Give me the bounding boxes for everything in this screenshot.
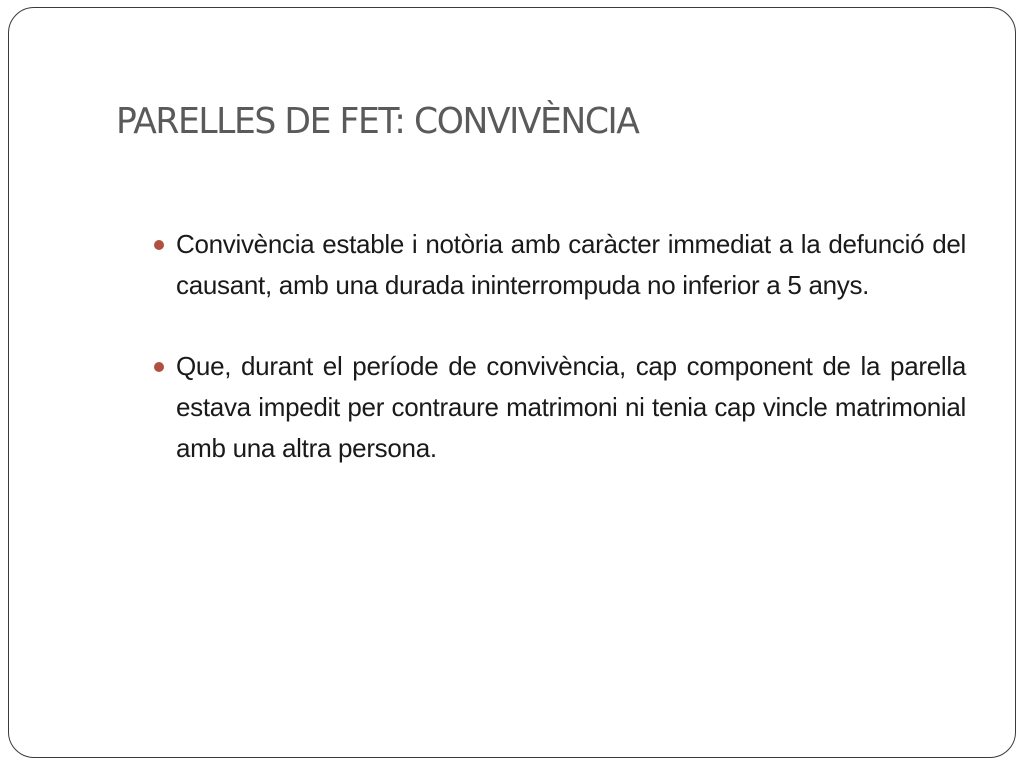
bullet-text: Convivència estable i notòria amb caràcter immediat a la defunció del causant, amb una durada ininterrompuda no inferior a 5 anys. [176,229,966,300]
bullet-text: Que, durant el període de convivència, cap component de la parella estava impedit per contraure matrimoni ni tenia cap vincle matrimonial amb una altra persona. [176,351,966,463]
bullet-list [150,224,966,509]
bullet-item [150,224,966,306]
bullet-dot-icon [154,240,164,250]
slide-title: PARELLES DE FET: CONVIVÈNCIA [116,101,639,142]
slide-frame [8,7,1016,758]
bullet-dot-icon [154,362,164,372]
bullet-item [150,346,966,469]
